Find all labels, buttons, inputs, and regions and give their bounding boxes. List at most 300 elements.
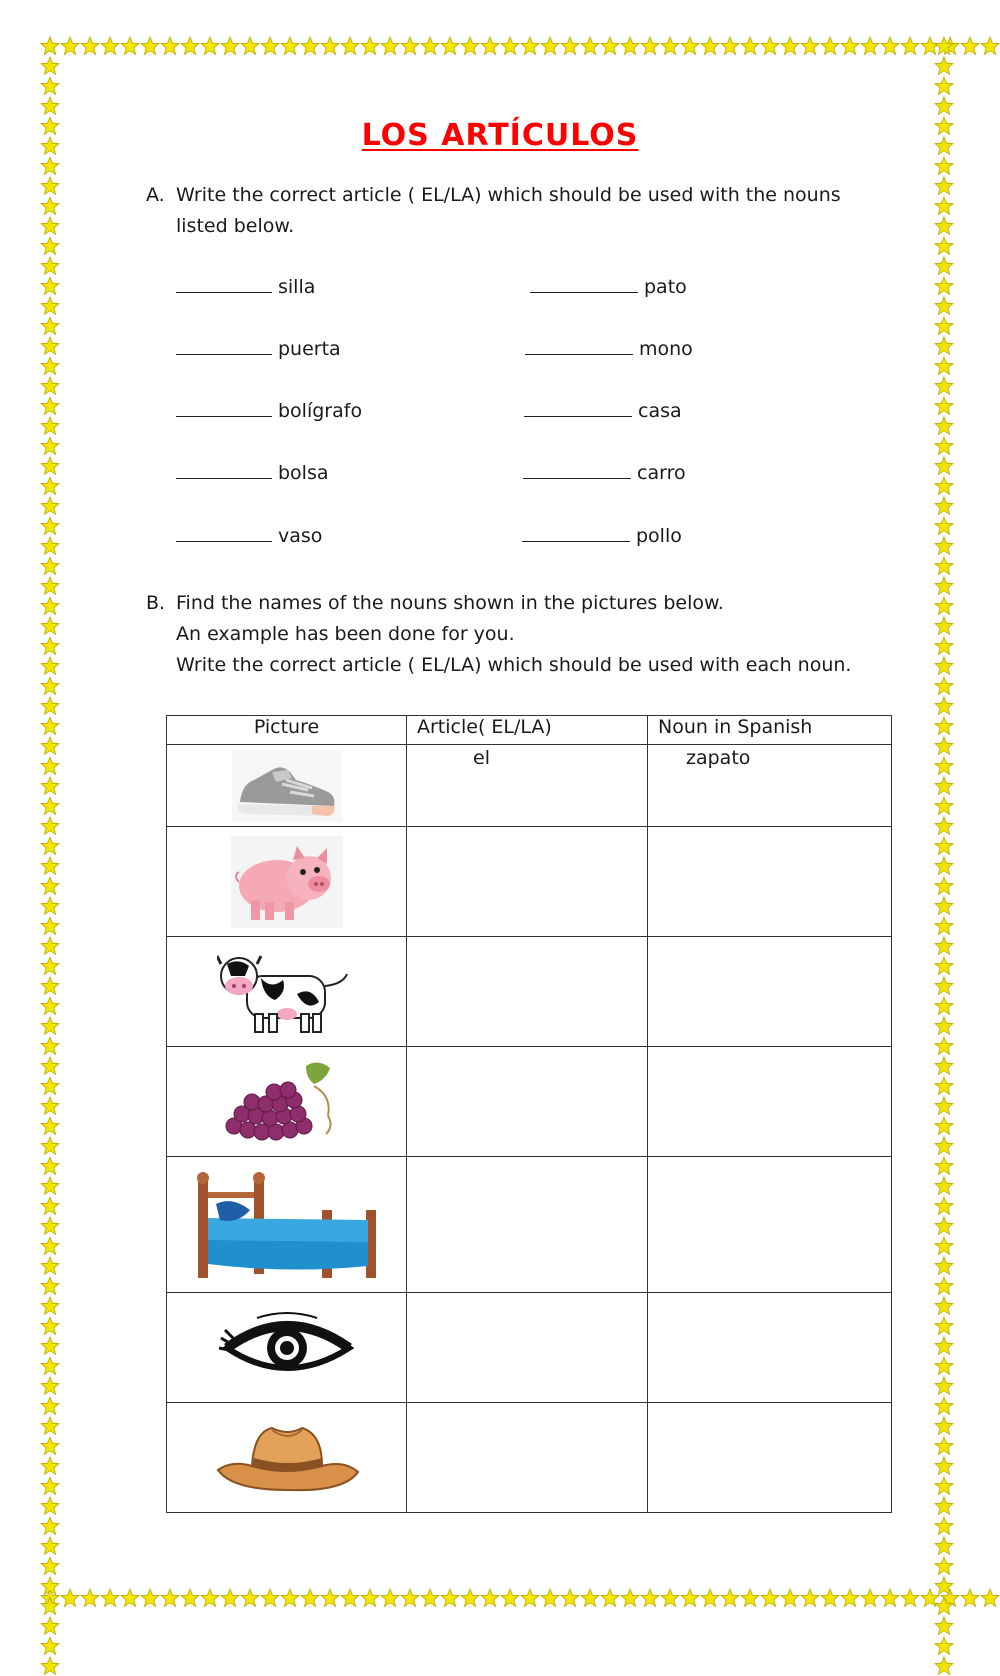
star-icon (934, 196, 954, 216)
star-icon (934, 536, 954, 556)
star-icon (140, 1588, 160, 1608)
star-icon (40, 1536, 60, 1556)
star-icon (934, 356, 954, 376)
star-icon (400, 36, 420, 56)
star-icon (934, 376, 954, 396)
star-icon (40, 396, 60, 416)
star-icon (860, 1588, 880, 1608)
star-icon (40, 296, 60, 316)
star-icon (934, 936, 954, 956)
article-cell[interactable] (407, 1047, 648, 1157)
star-icon (40, 516, 60, 536)
picture-cell (167, 1403, 407, 1513)
star-icon (840, 1588, 860, 1608)
star-icon (934, 76, 954, 96)
star-icon (40, 1076, 60, 1096)
star-icon (40, 676, 60, 696)
star-icon (40, 936, 60, 956)
fill-blank-row (525, 338, 693, 360)
example-noun: zapato (686, 747, 751, 769)
picture-cell (167, 937, 407, 1047)
star-icon (40, 1616, 60, 1636)
star-icon (40, 316, 60, 336)
noun-cell[interactable] (648, 827, 892, 937)
star-icon (934, 1156, 954, 1176)
star-icon (40, 1096, 60, 1116)
star-icon (40, 1216, 60, 1236)
star-icon (800, 1588, 820, 1608)
star-icon (934, 156, 954, 176)
star-icon (340, 36, 360, 56)
noun-label: puerta (278, 338, 341, 360)
article-cell[interactable] (407, 1293, 648, 1403)
star-icon (40, 1376, 60, 1396)
star-icon (880, 36, 900, 56)
star-icon (934, 56, 954, 76)
star-icon (40, 496, 60, 516)
cow-icon (217, 946, 357, 1038)
star-border-left (40, 36, 64, 1612)
star-icon (40, 856, 60, 876)
table-row (167, 937, 892, 1047)
star-icon (720, 1588, 740, 1608)
star-icon (40, 1236, 60, 1256)
star-icon (780, 1588, 800, 1608)
star-icon (40, 956, 60, 976)
star-icon (934, 636, 954, 656)
star-icon (560, 1588, 580, 1608)
shoe-icon (232, 750, 342, 822)
star-icon (934, 596, 954, 616)
answer-blank[interactable] (522, 525, 630, 542)
star-icon (660, 1588, 680, 1608)
star-icon (40, 216, 60, 236)
star-icon (340, 1588, 360, 1608)
star-icon (934, 816, 954, 836)
star-icon (740, 1588, 760, 1608)
star-icon (380, 1588, 400, 1608)
star-icon (580, 1588, 600, 1608)
article-cell[interactable] (407, 1157, 648, 1293)
fill-blank-row (176, 276, 315, 298)
star-icon (934, 176, 954, 196)
header-article: Article( EL/LA) (407, 716, 648, 745)
page-title: LOS ARTÍCULOS (361, 118, 639, 153)
star-icon (780, 36, 800, 56)
star-icon (40, 1636, 60, 1656)
noun-label: pato (644, 276, 687, 298)
star-icon (40, 1336, 60, 1356)
star-icon (40, 656, 60, 676)
star-icon (934, 416, 954, 436)
noun-cell[interactable] (648, 937, 892, 1047)
star-icon (934, 1536, 954, 1556)
star-icon (820, 1588, 840, 1608)
table-row (167, 1293, 892, 1403)
star-icon (620, 36, 640, 56)
star-icon (40, 456, 60, 476)
star-icon (540, 36, 560, 56)
star-icon (934, 656, 954, 676)
star-icon (934, 336, 954, 356)
star-icon (720, 36, 740, 56)
star-icon (600, 36, 620, 56)
star-icon (934, 1576, 954, 1596)
table-row (167, 1157, 892, 1293)
star-icon (934, 516, 954, 536)
star-icon (934, 1276, 954, 1296)
star-icon (934, 1316, 954, 1336)
star-icon (40, 556, 60, 576)
star-icon (40, 436, 60, 456)
star-icon (934, 956, 954, 976)
star-icon (40, 1156, 60, 1176)
answer-blank[interactable] (524, 400, 632, 417)
star-icon (40, 616, 60, 636)
star-icon (934, 1076, 954, 1096)
star-icon (934, 1056, 954, 1076)
star-icon (240, 1588, 260, 1608)
star-icon (934, 1476, 954, 1496)
star-icon (40, 776, 60, 796)
star-icon (934, 1556, 954, 1576)
star-icon (360, 36, 380, 56)
table-row (167, 745, 892, 827)
star-icon (934, 776, 954, 796)
star-border-right (934, 36, 958, 1612)
star-icon (960, 36, 980, 56)
star-icon (320, 1588, 340, 1608)
star-icon (460, 1588, 480, 1608)
star-icon (240, 36, 260, 56)
star-icon (934, 456, 954, 476)
noun-label: carro (637, 462, 686, 484)
star-icon (40, 876, 60, 896)
noun-cell[interactable] (648, 1157, 892, 1293)
star-icon (140, 36, 160, 56)
star-icon (900, 36, 920, 56)
star-icon (934, 256, 954, 276)
article-cell[interactable] (407, 745, 648, 827)
star-icon (360, 1588, 380, 1608)
star-icon (300, 1588, 320, 1608)
fill-blank-row (524, 400, 682, 422)
star-icon (934, 1296, 954, 1316)
star-icon (934, 1516, 954, 1536)
star-icon (934, 276, 954, 296)
answer-blank[interactable] (176, 462, 272, 479)
star-icon (220, 36, 240, 56)
star-icon (934, 1236, 954, 1256)
star-icon (40, 1036, 60, 1056)
table-row (167, 1403, 892, 1513)
star-icon (520, 36, 540, 56)
star-icon (180, 1588, 200, 1608)
table-header-row (167, 716, 892, 745)
eye-icon (217, 1308, 357, 1388)
answer-blank[interactable] (176, 400, 272, 417)
star-icon (934, 696, 954, 716)
star-icon (40, 1416, 60, 1436)
star-icon (280, 36, 300, 56)
noun-label: silla (278, 276, 316, 298)
star-icon (460, 36, 480, 56)
star-icon (40, 336, 60, 356)
section-b-line-1: Find the names of the nouns shown in the pictures below. (176, 592, 724, 614)
star-icon (934, 436, 954, 456)
star-icon (40, 1656, 60, 1676)
star-icon (934, 1496, 954, 1516)
star-icon (934, 896, 954, 916)
picture-cell (167, 745, 407, 827)
star-icon (40, 196, 60, 216)
star-icon (40, 376, 60, 396)
star-icon (680, 36, 700, 56)
star-icon (440, 1588, 460, 1608)
star-icon (40, 256, 60, 276)
star-icon (40, 1496, 60, 1516)
answer-blank[interactable] (176, 338, 272, 355)
picture-cell (167, 1157, 407, 1293)
star-icon (40, 76, 60, 96)
noun-label: bolsa (278, 462, 329, 484)
star-icon (40, 576, 60, 596)
star-icon (934, 856, 954, 876)
star-icon (934, 1616, 954, 1636)
star-icon (934, 796, 954, 816)
star-icon (880, 1588, 900, 1608)
answer-blank[interactable] (176, 525, 272, 542)
star-icon (400, 1588, 420, 1608)
star-icon (40, 1196, 60, 1216)
star-icon (80, 36, 100, 56)
star-icon (820, 36, 840, 56)
star-icon (900, 1588, 920, 1608)
star-icon (934, 996, 954, 1016)
star-icon (934, 316, 954, 336)
star-icon (680, 1588, 700, 1608)
star-icon (934, 1036, 954, 1056)
star-icon (40, 1176, 60, 1196)
noun-cell[interactable] (648, 1047, 892, 1157)
star-icon (40, 276, 60, 296)
star-icon (40, 716, 60, 736)
header-noun: Noun in Spanish (648, 716, 892, 745)
noun-label: mono (639, 338, 693, 360)
article-cell[interactable] (407, 827, 648, 937)
section-b-line-2: An example has been done for you. (176, 623, 515, 645)
star-icon (120, 1588, 140, 1608)
star-icon (934, 1656, 954, 1676)
table-row (167, 827, 892, 937)
article-cell[interactable] (407, 937, 648, 1047)
star-icon (220, 1588, 240, 1608)
star-icon (860, 36, 880, 56)
star-icon (420, 36, 440, 56)
star-icon (934, 216, 954, 236)
star-icon (840, 36, 860, 56)
star-icon (40, 1056, 60, 1076)
star-icon (934, 1096, 954, 1116)
section-a-marker: A. (146, 184, 165, 206)
article-cell[interactable] (407, 1403, 648, 1513)
star-icon (40, 896, 60, 916)
star-icon (934, 836, 954, 856)
star-icon (40, 176, 60, 196)
noun-label: casa (638, 400, 682, 422)
star-icon (934, 36, 954, 56)
star-icon (40, 1316, 60, 1336)
star-icon (934, 1176, 954, 1196)
star-icon (420, 1588, 440, 1608)
star-icon (40, 816, 60, 836)
star-icon (320, 36, 340, 56)
star-icon (980, 36, 1000, 56)
section-a-line-2: listed below. (176, 215, 295, 237)
star-icon (934, 1216, 954, 1236)
star-icon (40, 1516, 60, 1536)
star-icon (560, 36, 580, 56)
fill-blank-row (176, 338, 341, 360)
star-icon (934, 1336, 954, 1356)
star-icon (40, 1556, 60, 1576)
star-icon (934, 96, 954, 116)
star-icon (700, 1588, 720, 1608)
star-icon (934, 476, 954, 496)
star-icon (40, 1396, 60, 1416)
star-icon (934, 1016, 954, 1036)
star-icon (40, 1256, 60, 1276)
star-icon (100, 1588, 120, 1608)
bed-icon (192, 1170, 382, 1280)
star-icon (934, 576, 954, 596)
star-icon (40, 636, 60, 656)
star-icon (934, 736, 954, 756)
header-picture: Picture (167, 716, 407, 745)
star-icon (40, 796, 60, 816)
star-icon (40, 1136, 60, 1156)
star-icon (934, 616, 954, 636)
star-icon (500, 1588, 520, 1608)
star-icon (934, 756, 954, 776)
star-icon (760, 36, 780, 56)
answer-blank[interactable] (523, 462, 631, 479)
star-icon (934, 676, 954, 696)
star-icon (40, 756, 60, 776)
answer-blank[interactable] (530, 276, 638, 293)
fill-blank-row (176, 462, 329, 484)
star-icon (40, 1596, 60, 1616)
star-icon (960, 1588, 980, 1608)
section-a-line-1: Write the correct article ( EL/LA) which should be used with the nouns (176, 184, 841, 206)
star-icon (934, 1376, 954, 1396)
star-icon (40, 1476, 60, 1496)
star-icon (934, 1356, 954, 1376)
star-icon (440, 36, 460, 56)
star-icon (40, 996, 60, 1016)
star-icon (640, 1588, 660, 1608)
section-b-instructions (146, 588, 906, 681)
star-icon (160, 1588, 180, 1608)
star-icon (260, 1588, 280, 1608)
star-icon (934, 556, 954, 576)
star-icon (40, 1116, 60, 1136)
star-icon (480, 36, 500, 56)
star-icon (500, 36, 520, 56)
section-b-line-3: Write the correct article ( EL/LA) which should be used with each noun. (176, 654, 852, 676)
noun-label: vaso (278, 525, 323, 547)
noun-cell[interactable] (648, 1403, 892, 1513)
noun-label: bolígrafo (278, 400, 363, 422)
star-icon (40, 1576, 60, 1596)
answer-blank[interactable] (176, 276, 272, 293)
star-icon (80, 1588, 100, 1608)
star-icon (40, 1296, 60, 1316)
star-icon (934, 236, 954, 256)
star-icon (280, 1588, 300, 1608)
star-icon (40, 976, 60, 996)
star-icon (40, 1456, 60, 1476)
hat-icon (212, 1418, 362, 1498)
pig-icon (231, 836, 343, 928)
star-icon (934, 1256, 954, 1276)
star-icon (200, 1588, 220, 1608)
star-icon (40, 736, 60, 756)
star-icon (934, 1136, 954, 1156)
star-icon (640, 36, 660, 56)
star-icon (40, 916, 60, 936)
answer-blank[interactable] (525, 338, 633, 355)
star-icon (260, 36, 280, 56)
section-b-marker: B. (146, 592, 166, 614)
fill-blank-row (176, 525, 322, 547)
star-icon (100, 36, 120, 56)
star-icon (40, 1436, 60, 1456)
star-icon (934, 396, 954, 416)
star-icon (700, 36, 720, 56)
star-icon (160, 36, 180, 56)
star-icon (934, 1456, 954, 1476)
grapes-icon (222, 1056, 352, 1148)
star-icon (40, 356, 60, 376)
star-icon (934, 1116, 954, 1136)
star-icon (40, 56, 60, 76)
star-icon (40, 416, 60, 436)
star-icon (760, 1588, 780, 1608)
star-icon (40, 1356, 60, 1376)
star-icon (40, 96, 60, 116)
fill-blank-row (523, 462, 686, 484)
fill-blank-row (530, 276, 687, 298)
star-icon (600, 1588, 620, 1608)
star-border-bottom (40, 1588, 958, 1612)
star-icon (934, 1396, 954, 1416)
star-icon (40, 536, 60, 556)
table-row (167, 1047, 892, 1157)
star-icon (934, 716, 954, 736)
star-icon (200, 36, 220, 56)
section-a-instructions (146, 180, 866, 242)
star-icon (40, 696, 60, 716)
star-icon (40, 36, 60, 56)
star-icon (40, 596, 60, 616)
picture-cell (167, 827, 407, 937)
star-icon (40, 836, 60, 856)
star-icon (660, 36, 680, 56)
star-icon (620, 1588, 640, 1608)
noun-cell[interactable] (648, 745, 892, 827)
noun-cell[interactable] (648, 1293, 892, 1403)
